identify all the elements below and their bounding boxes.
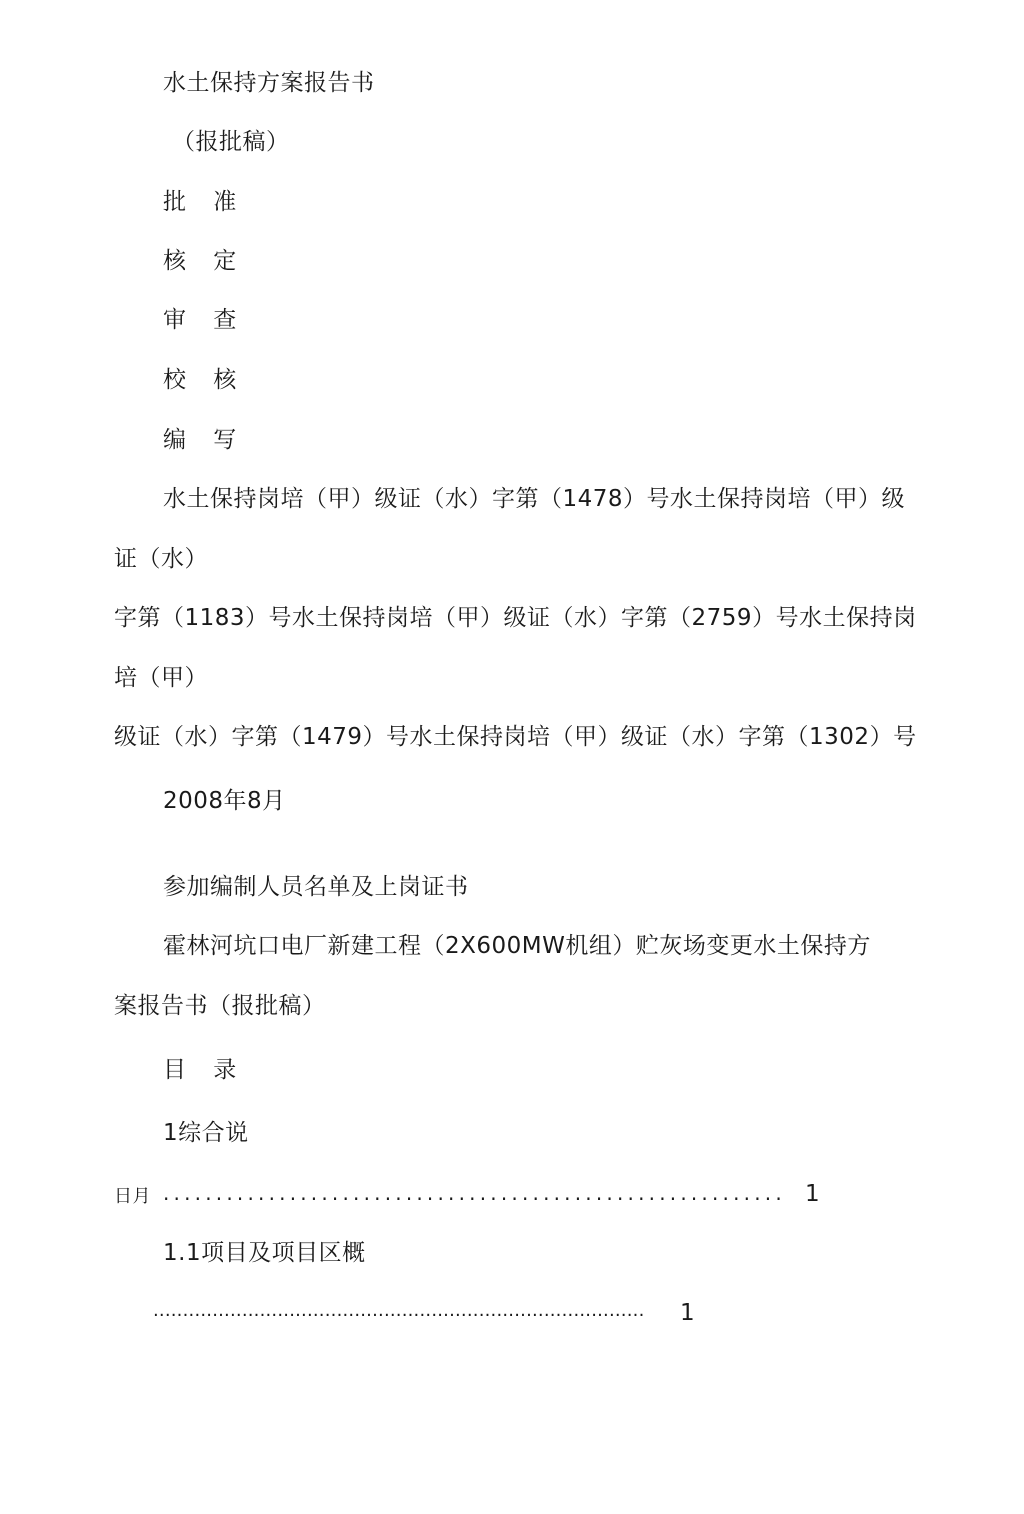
staff-heading: 参加编制人员名单及上岗证书 <box>163 874 469 900</box>
toc-item-2-dots: ................................................................................... <box>153 1300 645 1321</box>
toc-item-2-page: 1 <box>680 1300 696 1326</box>
cert-line-1: 水土保持岗培（甲）级证（水）字第（1478）号水土保持岗培（甲）级 <box>163 486 906 512</box>
role-check: 校 核 <box>163 367 247 393</box>
toc-heading: 目 录 <box>163 1057 247 1083</box>
role-review: 审 查 <box>163 307 247 333</box>
cert-line-5: 级证（水）字第（1479）号水土保持岗培（甲）级证（水）字第（1302）号 <box>114 724 917 750</box>
role-compile: 编 写 <box>163 427 247 453</box>
report-title: 水土保持方案报告书 <box>163 70 375 96</box>
role-approve: 批 准 <box>163 189 247 215</box>
toc-item-1-cont: 日月 <box>114 1186 151 1207</box>
report-subtitle: （报批稿） <box>172 129 290 155</box>
cert-line-2: 证（水） <box>114 546 208 572</box>
role-verify: 核 定 <box>163 248 247 274</box>
project-title-line-1: 霍林河坑口电厂新建工程（2X600MW机组）贮灰场变更水土保持方 <box>163 933 871 959</box>
toc-item-1-dots: ........................................................... <box>163 1181 786 1205</box>
toc-item-1-page: 1 <box>805 1181 821 1207</box>
toc-item-1-label: 1综合说 <box>163 1120 249 1146</box>
cert-line-3: 字第（1183）号水土保持岗培（甲）级证（水）字第（2759）号水土保持岗 <box>114 605 917 631</box>
toc-item-2-label: 1.1项目及项目区概 <box>163 1240 366 1266</box>
report-date: 2008年8月 <box>163 788 286 814</box>
project-title-line-2: 案报告书（报批稿） <box>114 993 326 1019</box>
cert-line-4: 培（甲） <box>114 665 208 691</box>
